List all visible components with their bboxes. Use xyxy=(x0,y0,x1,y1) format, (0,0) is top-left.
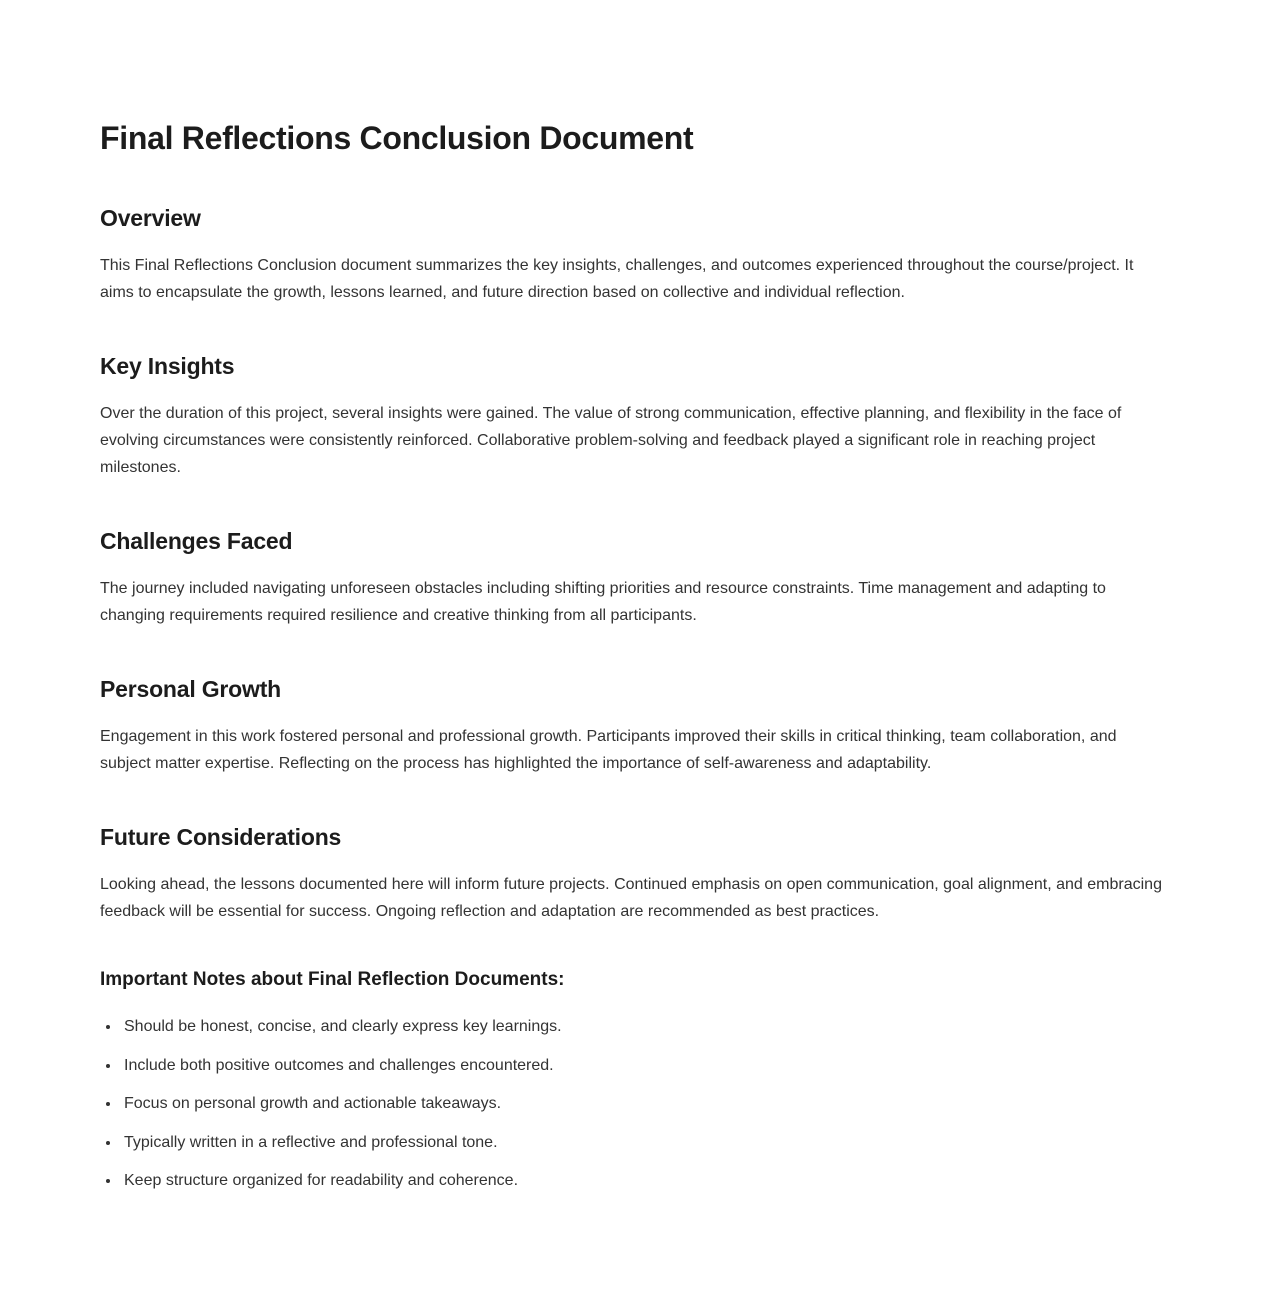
section-heading-challenges-faced: Challenges Faced xyxy=(100,528,293,554)
section-overview xyxy=(100,203,1163,306)
notes-heading: Important Notes about Final Reflection Documents: xyxy=(100,969,565,990)
notes-list xyxy=(100,1013,1163,1194)
page-title: Final Reflections Conclusion Document xyxy=(100,120,694,156)
list-item: • Should be honest, concise, and clearly express key learnings. xyxy=(121,1013,1163,1040)
section-body-key-insights: Over the duration of this project, several insights were gained. The value of strong communication, effective planning, and flexibility in the face of evolving circumstances were consistently reinforced. Collaborative problem-solving and feedback played a significant role in reaching project milestones. xyxy=(100,405,1122,476)
section-heading-personal-growth: Personal Growth xyxy=(100,676,282,702)
section-body-personal-growth: Engagement in this work fostered personal and professional growth. Participants improved their skills in critical thinking, team collaboration, and subject matter expertise. Reflecting on the process has highlighted the importance of self-awareness and adaptability. xyxy=(100,728,1117,772)
section-body-challenges-faced: The journey included navigating unforeseen obstacles including shifting priorities and resource constraints. Time management and adapting to changing requirements required resilience and creative thinking from all participants. xyxy=(100,580,1106,624)
list-item: • Keep structure organized for readability and coherence. xyxy=(121,1167,1163,1194)
section-future-considerations xyxy=(100,822,1163,925)
section-heading-key-insights: Key Insights xyxy=(100,353,235,379)
section-personal-growth xyxy=(100,674,1163,777)
section-heading-future-considerations: Future Considerations xyxy=(100,824,342,850)
section-body-future-considerations: Looking ahead, the lessons documented here will inform future projects. Continued emphasis on open communication, goal alignment, and embracing feedback will be essential for success. Ongoing reflection and adaptation are recommended as best practices. xyxy=(100,876,1162,920)
section-heading-overview: Overview xyxy=(100,205,201,231)
section-challenges-faced xyxy=(100,526,1163,629)
list-item: • Typically written in a reflective and professional tone. xyxy=(121,1129,1163,1156)
section-important-notes xyxy=(100,967,1163,1194)
list-item: • Focus on personal growth and actionable takeaways. xyxy=(121,1090,1163,1117)
section-body-overview: This Final Reflections Conclusion document summarizes the key insights, challenges, and outcomes experienced throughout the course/project. It aims to encapsulate the growth, lessons learned, and future direction based on collective and individual reflection. xyxy=(100,257,1134,301)
list-item: • Include both positive outcomes and challenges encountered. xyxy=(121,1052,1163,1079)
section-key-insights xyxy=(100,351,1163,481)
